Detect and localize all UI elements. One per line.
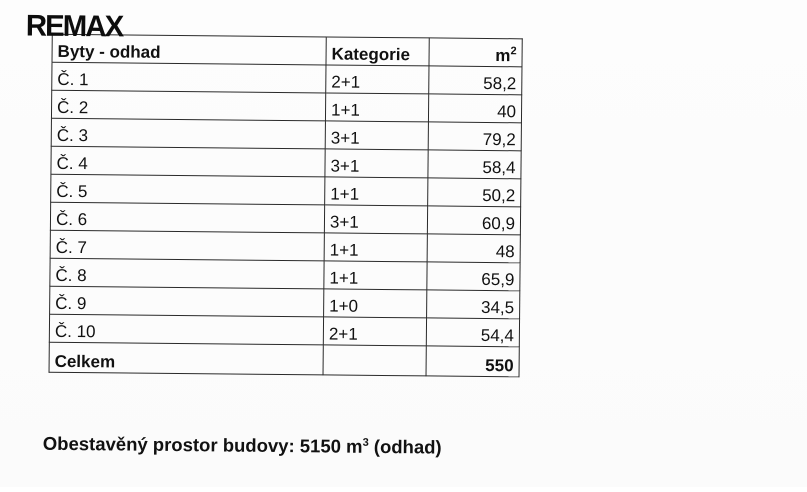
built-volume-text: Obestavěný prostor budovy: 5150 m bbox=[42, 432, 363, 457]
table-row bbox=[51, 146, 521, 179]
flat-category: 1+1 bbox=[324, 261, 427, 290]
table-row bbox=[52, 62, 522, 95]
flat-name: Č. 2 bbox=[51, 90, 325, 121]
flat-area: 58,4 bbox=[428, 150, 521, 179]
flat-category: 1+1 bbox=[324, 233, 427, 262]
flat-name: Č. 10 bbox=[49, 314, 323, 345]
flat-area: 54,4 bbox=[426, 318, 519, 347]
built-volume-note bbox=[43, 433, 442, 459]
built-volume-suffix: (odhad) bbox=[368, 435, 442, 458]
flat-name: Č. 8 bbox=[50, 258, 324, 289]
table-row bbox=[51, 90, 521, 123]
flats-table bbox=[49, 34, 523, 378]
flat-name: Č. 1 bbox=[52, 62, 326, 93]
flat-area: 79,2 bbox=[428, 122, 521, 151]
flat-area: 60,9 bbox=[427, 206, 520, 235]
flat-name: Č. 5 bbox=[51, 174, 325, 205]
flat-name: Č. 9 bbox=[50, 286, 324, 317]
flat-area: 58,2 bbox=[429, 66, 522, 95]
flat-area: 40 bbox=[428, 94, 521, 123]
header-area bbox=[429, 38, 522, 67]
table-row bbox=[51, 174, 521, 207]
flat-category: 1+1 bbox=[325, 177, 428, 206]
table-row bbox=[49, 314, 519, 347]
flat-area: 34,5 bbox=[427, 290, 520, 319]
total-area: 550 bbox=[426, 346, 519, 377]
flat-category: 1+1 bbox=[325, 93, 428, 122]
built-volume-exponent: 3 bbox=[362, 436, 369, 449]
flat-category: 3+1 bbox=[325, 149, 428, 178]
table-row bbox=[50, 286, 520, 319]
flat-name: Č. 7 bbox=[50, 230, 324, 261]
table-header-row bbox=[52, 34, 522, 67]
total-row bbox=[49, 342, 519, 377]
flat-category: 2+1 bbox=[323, 317, 426, 346]
header-area-exponent: 2 bbox=[510, 44, 517, 58]
header-flats-estimate: Byty - odhad bbox=[52, 34, 326, 65]
total-category bbox=[323, 345, 426, 376]
flat-category: 3+1 bbox=[324, 205, 427, 234]
table-row bbox=[50, 202, 520, 235]
total-label: Celkem bbox=[49, 342, 323, 375]
flat-name: Č. 6 bbox=[50, 202, 324, 233]
flat-name: Č. 3 bbox=[51, 118, 325, 149]
table-row bbox=[51, 118, 521, 151]
flat-area: 50,2 bbox=[428, 178, 521, 207]
flat-area: 48 bbox=[427, 234, 520, 263]
header-category: Kategorie bbox=[326, 37, 429, 66]
table-body bbox=[49, 62, 522, 376]
table-row bbox=[50, 230, 520, 263]
flat-area: 65,9 bbox=[427, 262, 520, 291]
table-row bbox=[50, 258, 520, 291]
flat-category: 1+0 bbox=[324, 289, 427, 318]
header-area-unit: m bbox=[495, 45, 511, 65]
flat-category: 3+1 bbox=[325, 121, 428, 150]
flat-name: Č. 4 bbox=[51, 146, 325, 177]
remax-logo: REMAX bbox=[25, 9, 123, 44]
flat-category: 2+1 bbox=[326, 65, 429, 94]
